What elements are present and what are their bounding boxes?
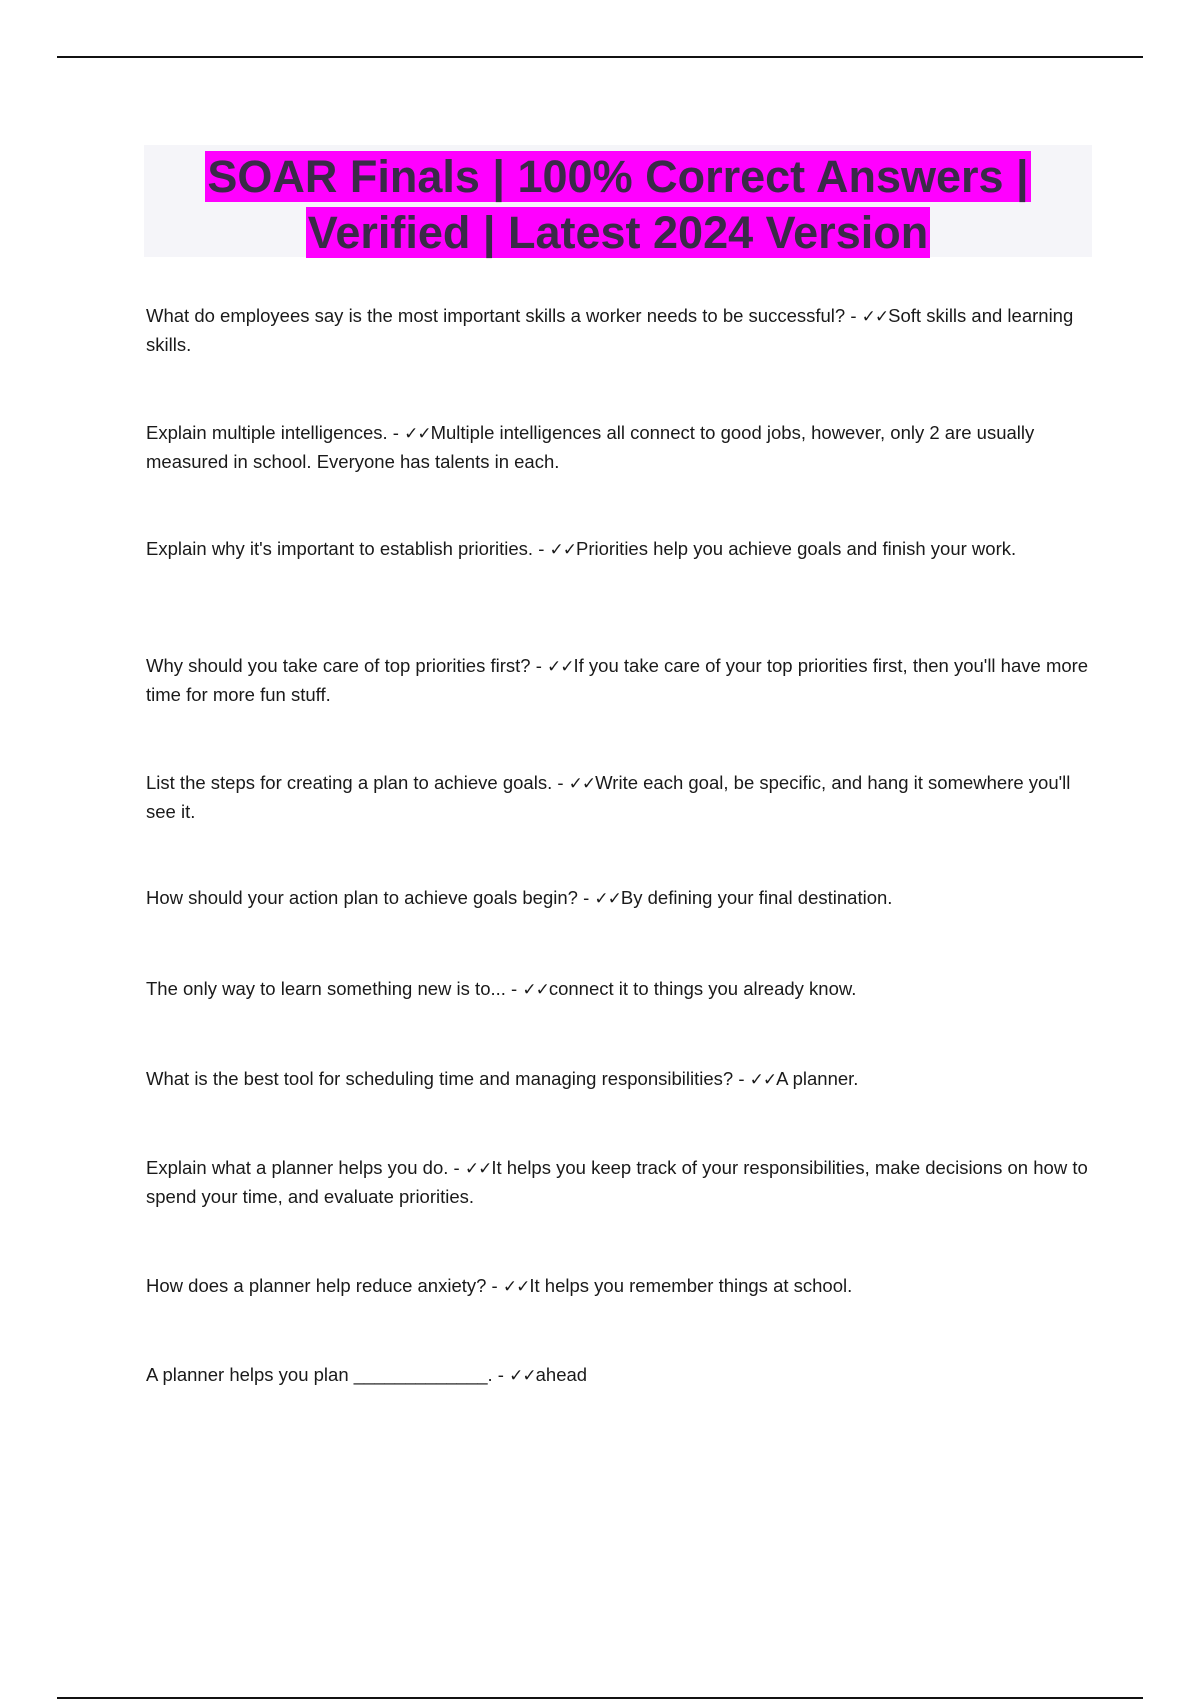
answer-text: If you take care of your top priorities first, then you'll have more time for more fun stuff. (146, 655, 1089, 705)
qa-item (146, 1272, 1096, 1301)
double-check-icon: ✓✓ (861, 307, 889, 327)
separator: - (552, 772, 569, 793)
title-highlight: SOAR Finals | 100% Correct Answers | Verified | Latest 2024 Version (207, 151, 1029, 258)
answer-text: It helps you keep track of your responsibilities, make decisions on how to spend your time, and evaluate priorities. (146, 1157, 1088, 1207)
answer-text: Priorities help you achieve goals and finish your work. (576, 538, 1017, 559)
separator: - (733, 1068, 750, 1089)
answer-text: It helps you remember things at school. (529, 1275, 853, 1296)
question-text: Explain what a planner helps you do. (146, 1157, 449, 1178)
answer-text: ahead (535, 1364, 588, 1385)
question-text: List the steps for creating a plan to achieve goals. (146, 772, 553, 793)
document-title (144, 145, 1092, 261)
qa-item (146, 769, 1096, 825)
double-check-icon: ✓✓ (594, 889, 621, 909)
separator: - (505, 978, 523, 999)
qa-item (146, 1154, 1096, 1210)
qa-item (146, 1361, 1096, 1390)
header-rule (57, 56, 1143, 58)
qa-item (146, 975, 1096, 1004)
answer-text: Multiple intelligences all connect to good jobs, however, only 2 are usually measured in school. Everyone has talents in each. (146, 422, 1035, 472)
question-text: Explain why it's important to establish priorities. (146, 538, 534, 559)
qa-item (146, 302, 1096, 358)
qa-item (146, 419, 1096, 475)
answer-text: A planner. (776, 1068, 859, 1089)
title-box (144, 145, 1092, 257)
separator: - (845, 305, 862, 326)
double-check-icon: ✓✓ (568, 774, 596, 794)
question-text: How does a planner help reduce anxiety? (146, 1275, 487, 1296)
answer-text: connect it to things you already know. (548, 978, 857, 999)
separator: - (530, 655, 548, 676)
double-check-icon: ✓✓ (749, 1070, 777, 1090)
qa-item (146, 652, 1096, 708)
question-text: A planner helps you plan _____________. (146, 1364, 493, 1385)
footer-rule (57, 1697, 1143, 1699)
double-check-icon: ✓✓ (522, 980, 549, 1000)
double-check-icon: ✓✓ (502, 1277, 530, 1297)
answer-text: By defining your final destination. (620, 887, 893, 908)
double-check-icon: ✓✓ (549, 540, 577, 560)
qa-item (146, 535, 1096, 564)
separator: - (486, 1275, 503, 1296)
answer-text: Write each goal, be specific, and hang it somewhere you'll see it. (146, 772, 1071, 822)
question-text: What do employees say is the most important skills a worker needs to be successful? (146, 305, 846, 326)
separator: - (448, 1157, 465, 1178)
double-check-icon: ✓✓ (509, 1366, 536, 1386)
question-text: The only way to learn something new is to... (146, 978, 506, 999)
double-check-icon: ✓✓ (404, 424, 431, 444)
answer-text: Soft skills and learning skills. (146, 305, 1074, 355)
question-text: Explain multiple intelligences. (146, 422, 388, 443)
separator: - (387, 422, 405, 443)
qa-item (146, 1065, 1096, 1094)
double-check-icon: ✓✓ (464, 1159, 492, 1179)
separator: - (577, 887, 595, 908)
separator: - (533, 538, 550, 559)
question-text: What is the best tool for scheduling time and managing responsibilities? (146, 1068, 734, 1089)
qa-item (146, 884, 1096, 913)
question-text: Why should you take care of top priorities first? (146, 655, 531, 676)
separator: - (492, 1364, 510, 1385)
question-text: How should your action plan to achieve goals begin? (146, 887, 578, 908)
double-check-icon: ✓✓ (547, 657, 574, 677)
